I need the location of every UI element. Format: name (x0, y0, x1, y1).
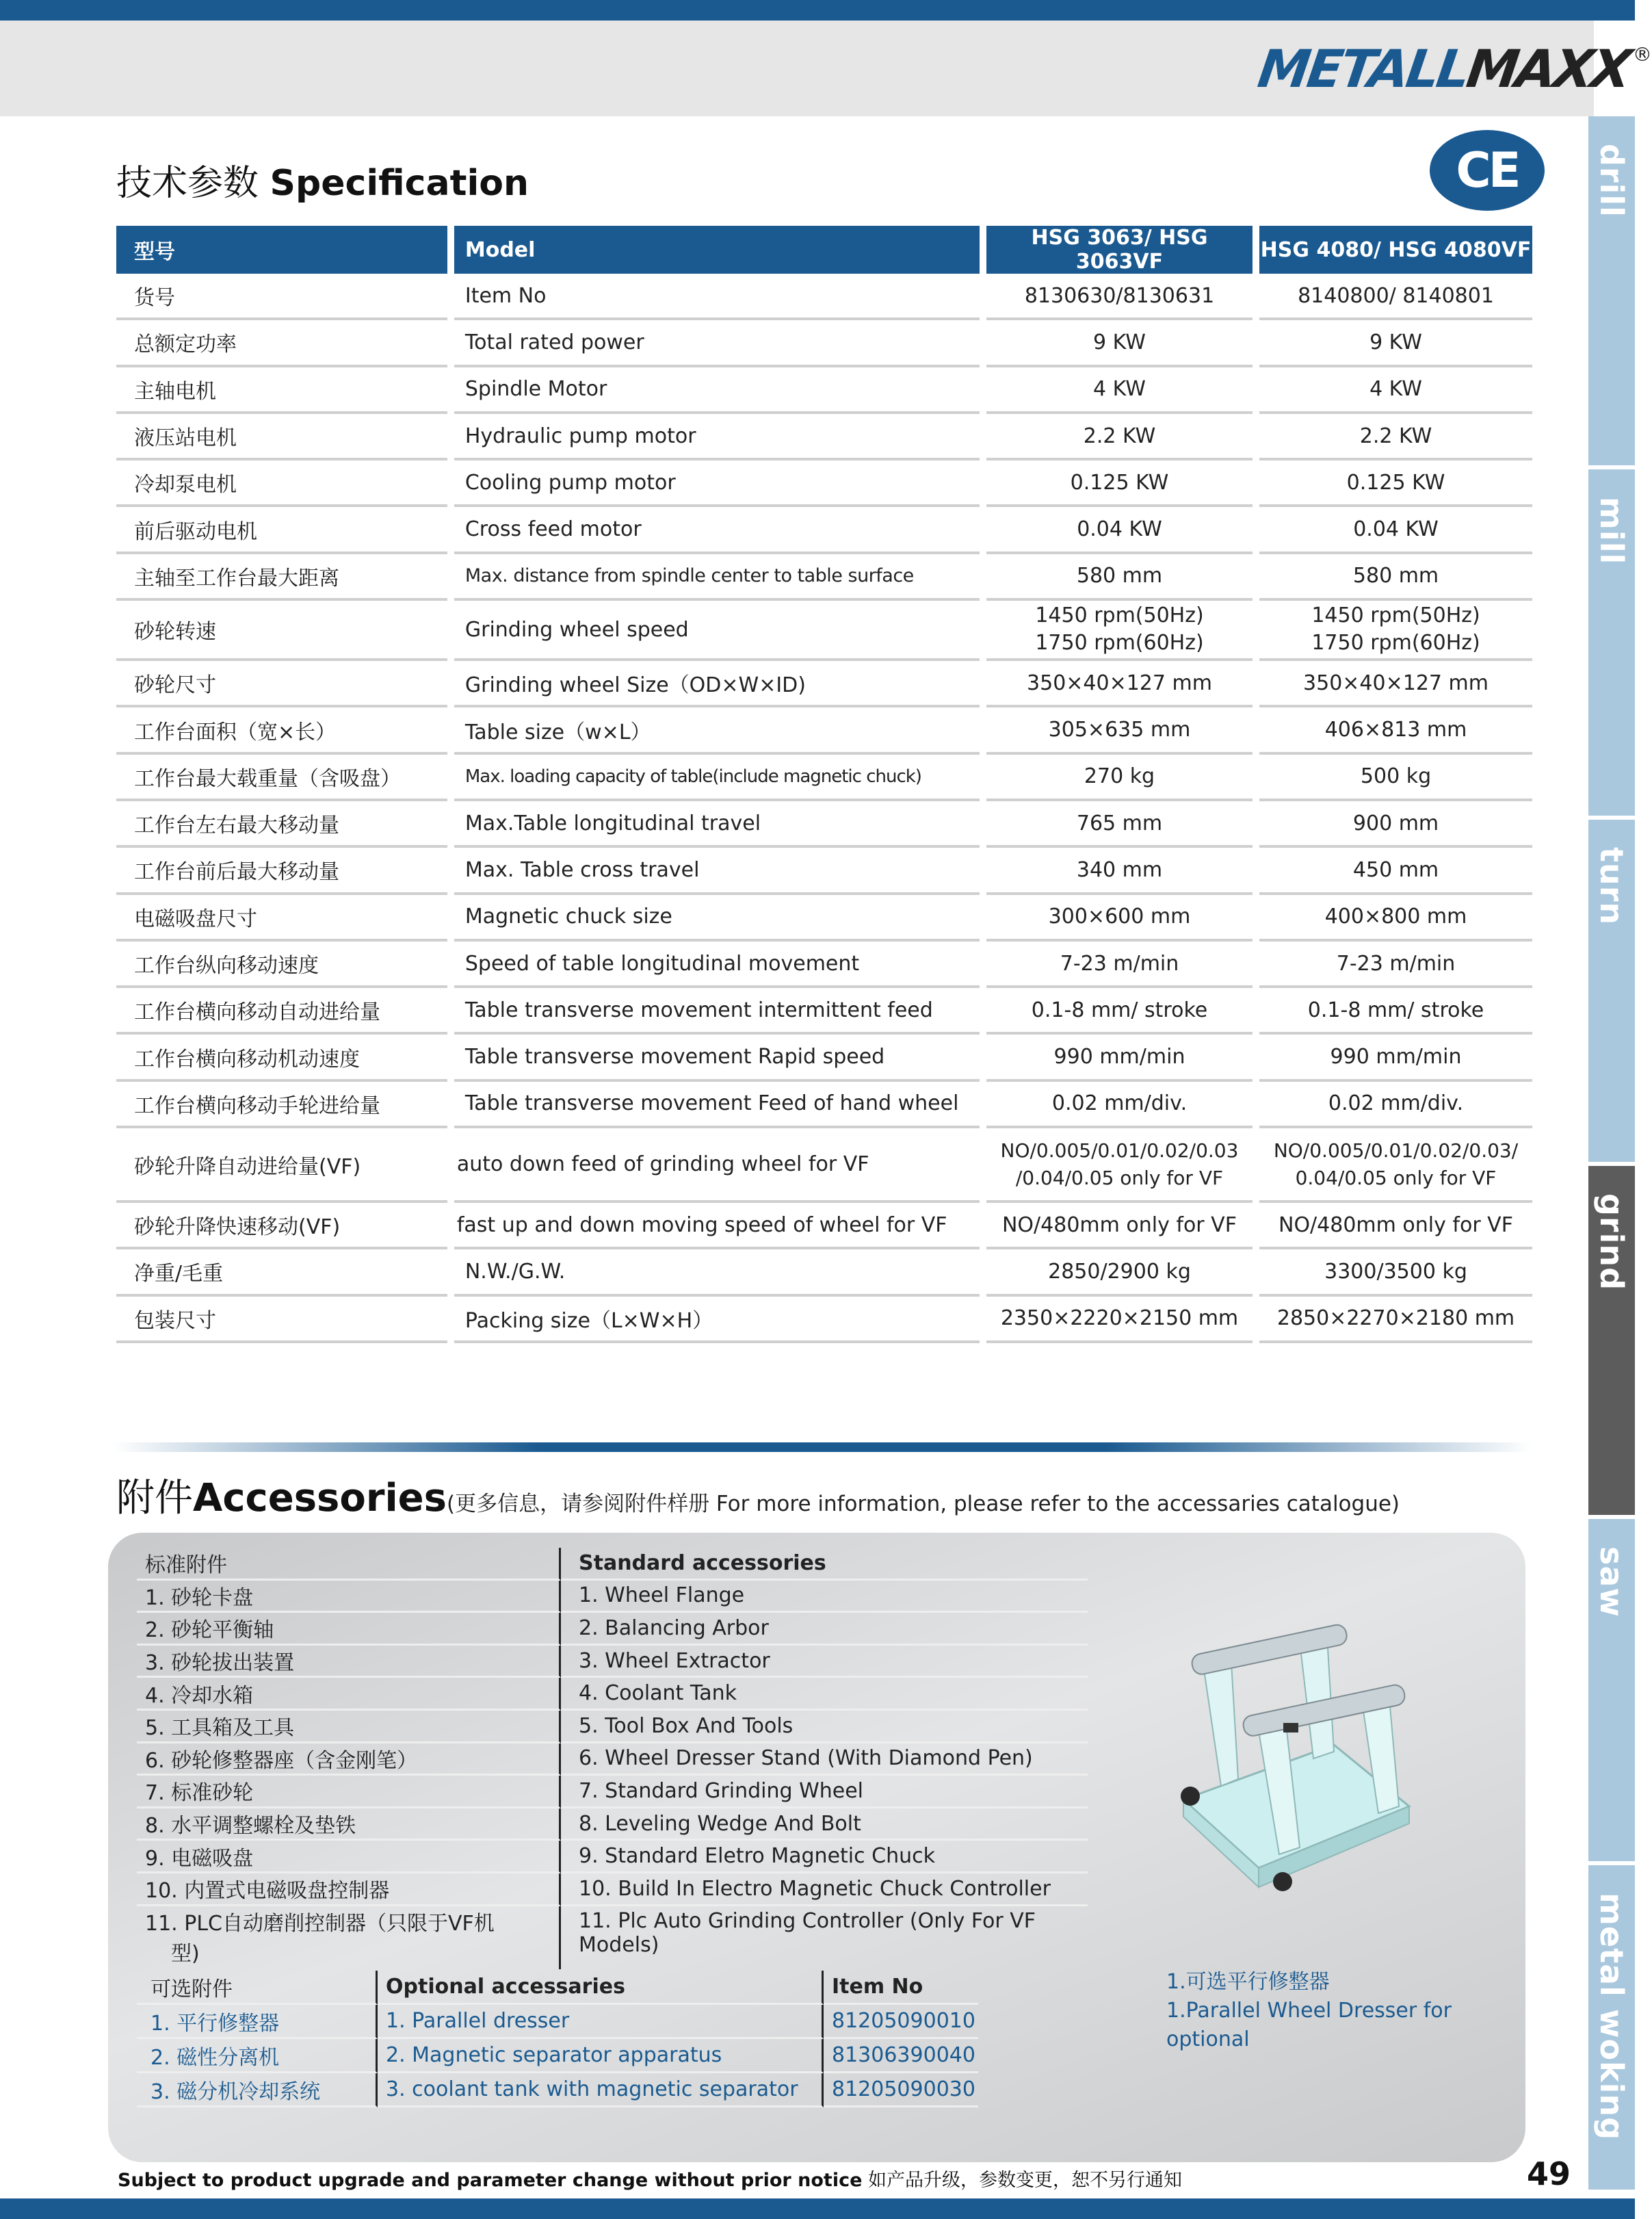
row-value-2: 0.02 mm/div. (1259, 1082, 1532, 1128)
row-label-cn: 砂轮升降快速移动(VF) (116, 1203, 447, 1249)
opt-head-itemno: Item No (824, 1971, 978, 2005)
row-value-2: 990 mm/min (1259, 1035, 1532, 1081)
table-row (116, 1128, 1532, 1203)
side-category-tabs (1588, 116, 1635, 2190)
std-head-cn: 标准附件 (137, 1548, 561, 1581)
table-row (116, 554, 1532, 601)
row-label-cn: 净重/毛重 (116, 1249, 447, 1296)
std-item-en: 2. Balancing Arbor (561, 1613, 1088, 1646)
table-row (116, 708, 1532, 754)
opt-item-no: 81306390040 (824, 2039, 978, 2073)
row-value-1: 990 mm/min (986, 1035, 1253, 1081)
registered-mark: ® (1632, 43, 1652, 66)
ce-mark-icon: CE (1430, 130, 1545, 211)
row-label-cn: 货号 (116, 274, 447, 320)
std-item-cn: 11. PLC自动磨削控制器（只限于VF机 型) (137, 1906, 561, 1969)
row-label-en: Max. Table cross travel (454, 848, 980, 894)
caption-line-2: 1.Parallel Wheel Dresser for (1166, 1999, 1452, 2023)
page-number: 49 (1527, 2155, 1571, 2192)
table-row (137, 2073, 978, 2107)
list-item (137, 1906, 1088, 1969)
row-label-cn: 工作台左右最大移动量 (116, 801, 447, 848)
row-label-en: Max. loading capacity of table(include magnetic chuck) (454, 755, 980, 801)
row-label-en: auto down feed of grinding wheel for VF (454, 1128, 980, 1203)
row-value-1: NO/0.005/0.01/0.02/0.03 /0.04/0.05 only for VF (986, 1128, 1253, 1203)
row-value-2: 2.2 KW (1259, 414, 1532, 460)
opt-head-en: Optional accessaries (378, 1971, 824, 2005)
table-row (116, 848, 1532, 894)
dresser-caption (1166, 1968, 1452, 2054)
table-row (116, 1203, 1532, 1249)
row-value-1: 2350×2220×2150 mm (986, 1297, 1253, 1343)
list-item (137, 1808, 1088, 1841)
row-label-en: Table transverse movement intermittent feed (454, 988, 980, 1035)
table-row (116, 1035, 1532, 1081)
row-value-1: 7-23 m/min (986, 942, 1253, 988)
std-item-cn: 5. 工具箱及工具 (137, 1711, 561, 1743)
opt-item-cn: 3. 磁分机冷却系统 (137, 2073, 378, 2107)
std-item-en: 6. Wheel Dresser Stand (With Diamond Pen) (561, 1743, 1088, 1776)
row-label-en: Spindle Motor (454, 367, 980, 414)
caption-line-3: optional (1166, 2027, 1250, 2051)
row-value-1: 4 KW (986, 367, 1253, 414)
brand-logo-part2: MAXX (1463, 38, 1634, 99)
standard-accessories-table (137, 1548, 1088, 1969)
opt-head-cn: 可选附件 (137, 1971, 378, 2005)
list-item (137, 1743, 1088, 1776)
row-value-1: 765 mm (986, 801, 1253, 848)
std-item-cn: 3. 砂轮拔出装置 (137, 1646, 561, 1678)
row-label-en: fast up and down moving speed of wheel for VF (454, 1203, 980, 1249)
row-label-en: Grinding wheel speed (454, 601, 980, 661)
row-value-1: 2.2 KW (986, 414, 1253, 460)
table-row (116, 1082, 1532, 1128)
row-label-en: N.W./G.W. (454, 1249, 980, 1296)
row-label-en: Grinding wheel Size（OD×W×ID) (454, 661, 980, 708)
row-value-2: 450 mm (1259, 848, 1532, 894)
table-row (116, 1249, 1532, 1296)
tab-drill[interactable]: drill (1588, 116, 1635, 465)
table-row (116, 661, 1532, 708)
table-row (116, 367, 1532, 414)
list-item (137, 1613, 1088, 1646)
row-label-en: Max. distance from spindle center to table surface (454, 554, 980, 601)
std-item-cn: 8. 水平调整螺栓及垫铁 (137, 1808, 561, 1841)
brand-logo-part1: METALL (1254, 38, 1472, 99)
table-row (116, 801, 1532, 848)
optional-accessories-header (137, 1971, 978, 2005)
tab-metal-woking[interactable]: metal woking (1588, 1865, 1635, 2190)
row-value-1: 340 mm (986, 848, 1253, 894)
row-label-en: Table size（w×L） (454, 708, 980, 754)
list-item (137, 1711, 1088, 1743)
row-label-cn: 砂轮尺寸 (116, 661, 447, 708)
std-item-en: 9. Standard Eletro Magnetic Chuck (561, 1841, 1088, 1873)
table-row (116, 414, 1532, 460)
row-label-cn: 砂轮升降自动进给量(VF) (116, 1128, 447, 1203)
row-label-cn: 砂轮转速 (116, 601, 447, 661)
table-row (116, 895, 1532, 942)
row-label-cn: 工作台横向移动机动速度 (116, 1035, 447, 1081)
row-value-2: 580 mm (1259, 554, 1532, 601)
spec-title: 技术参数 Specification (116, 163, 529, 204)
table-row (137, 2005, 978, 2039)
opt-item-en: 2. Magnetic separator apparatus (378, 2039, 824, 2073)
row-label-cn: 工作台横向移动自动进给量 (116, 988, 447, 1035)
row-label-en: Cross feed motor (454, 507, 980, 554)
table-row (116, 460, 1532, 507)
header-en: Model (454, 226, 980, 274)
table-row (116, 988, 1532, 1035)
opt-item-cn: 1. 平行修整器 (137, 2005, 378, 2039)
std-item-en: 8. Leveling Wedge And Bolt (561, 1808, 1088, 1841)
row-value-1: 305×635 mm (986, 708, 1253, 754)
accessories-title: 附件Accessories(更多信息，请参阅附件样册 For more information, please refer to the accessaries catalogue) (116, 1476, 1400, 1520)
std-item-en: 10. Build In Electro Magnetic Chuck Controller (561, 1873, 1088, 1906)
opt-item-en: 3. coolant tank with magnetic separator (378, 2073, 824, 2107)
list-item (137, 1581, 1088, 1613)
header-cn: 型号 (116, 226, 447, 274)
header-model-1: HSG 3063/ HSG 3063VF (986, 226, 1253, 274)
section-divider (113, 1442, 1532, 1452)
row-label-cn: 工作台纵向移动速度 (116, 942, 447, 988)
list-item (137, 1678, 1088, 1711)
row-label-en: Table transverse movement Rapid speed (454, 1035, 980, 1081)
table-row (137, 2039, 978, 2073)
std-item-en: 5. Tool Box And Tools (561, 1711, 1088, 1743)
table-row (116, 601, 1532, 661)
row-value-1: 350×40×127 mm (986, 661, 1253, 708)
std-item-cn: 6. 砂轮修整器座（含金刚笔） (137, 1743, 561, 1776)
tab-saw[interactable]: saw (1588, 1519, 1635, 1861)
bottom-color-bar (0, 2198, 1635, 2219)
opt-item-cn: 2. 磁性分离机 (137, 2039, 378, 2073)
standard-accessories-header (137, 1548, 1088, 1581)
std-item-cn: 9. 电磁吸盘 (137, 1841, 561, 1873)
row-value-1: 9 KW (986, 320, 1253, 367)
spec-table-header (116, 226, 1532, 274)
row-value-2: 7-23 m/min (1259, 942, 1532, 988)
row-value-1: 1450 rpm(50Hz) 1750 rpm(60Hz) (986, 601, 1253, 661)
row-label-cn: 总额定功率 (116, 320, 447, 367)
tab-turn[interactable]: turn (1588, 820, 1635, 1162)
brand-logo (1254, 38, 1652, 99)
std-item-cn: 7. 标准砂轮 (137, 1776, 561, 1808)
footer-note: Subject to product upgrade and parameter change without prior notice 如产品升级，参数变更，恕不另行通知 (118, 2170, 1182, 2191)
row-value-2: 0.1-8 mm/ stroke (1259, 988, 1532, 1035)
row-label-en: Magnetic chuck size (454, 895, 980, 942)
header-model-2: HSG 4080/ HSG 4080VF (1259, 226, 1532, 274)
std-item-en: 3. Wheel Extractor (561, 1646, 1088, 1678)
row-label-cn: 主轴至工作台最大距离 (116, 554, 447, 601)
std-item-en: 4. Coolant Tank (561, 1678, 1088, 1711)
row-label-en: Table transverse movement Feed of hand wheel (454, 1082, 980, 1128)
std-item-cn: 10. 内置式电磁吸盘控制器 (137, 1873, 561, 1906)
row-label-cn: 主轴电机 (116, 367, 447, 414)
table-row (116, 320, 1532, 367)
tab-grind[interactable]: grind (1588, 1166, 1635, 1515)
caption-line-1: 1.可选平行修整器 (1166, 1970, 1330, 1994)
row-value-2: 2850×2270×2180 mm (1259, 1297, 1532, 1343)
opt-item-no: 81205090010 (824, 2005, 978, 2039)
row-label-en: Hydraulic pump motor (454, 414, 980, 460)
row-value-2: 8140800/ 8140801 (1259, 274, 1532, 320)
row-value-2: 500 kg (1259, 755, 1532, 801)
list-item (137, 1873, 1088, 1906)
accessories-note: (更多信息，请参阅附件样册 For more information, please refer to the accessaries catalogue) (446, 1492, 1400, 1516)
row-value-1: 0.02 mm/div. (986, 1082, 1253, 1128)
row-label-cn: 前后驱动电机 (116, 507, 447, 554)
table-row (116, 274, 1532, 320)
row-label-en: Item No (454, 274, 980, 320)
row-value-1: 8130630/8130631 (986, 274, 1253, 320)
row-value-2: 1450 rpm(50Hz) 1750 rpm(60Hz) (1259, 601, 1532, 661)
row-value-1: 580 mm (986, 554, 1253, 601)
std-item-cn: 4. 冷却水箱 (137, 1678, 561, 1711)
table-row (116, 507, 1532, 554)
opt-item-en: 1. Parallel dresser (378, 2005, 824, 2039)
row-value-1: 2850/2900 kg (986, 1249, 1253, 1296)
row-value-2: 350×40×127 mm (1259, 661, 1532, 708)
std-item-cn: 1. 砂轮卡盘 (137, 1581, 561, 1613)
row-label-cn: 液压站电机 (116, 414, 447, 460)
row-value-2: NO/0.005/0.01/0.02/0.03/ 0.04/0.05 only for VF (1259, 1128, 1532, 1203)
std-item-en: 11. Plc Auto Grinding Controller (Only For VF Models) (579, 1908, 1036, 1957)
row-label-en: Total rated power (454, 320, 980, 367)
std-item-en: 1. Wheel Flange (561, 1581, 1088, 1613)
row-label-cn: 工作台横向移动手轮进给量 (116, 1082, 447, 1128)
row-value-1: 0.125 KW (986, 460, 1253, 507)
row-value-2: 900 mm (1259, 801, 1532, 848)
std-head-en: Standard accessories (561, 1548, 1088, 1581)
row-value-1: 300×600 mm (986, 895, 1253, 942)
row-label-cn: 工作台前后最大移动量 (116, 848, 447, 894)
std-item-en: 7. Standard Grinding Wheel (561, 1776, 1088, 1808)
row-label-cn: 工作台面积（宽×长） (116, 708, 447, 754)
row-value-2: 3300/3500 kg (1259, 1249, 1532, 1296)
opt-item-no: 81205090030 (824, 2073, 978, 2107)
list-item (137, 1646, 1088, 1678)
row-value-2: 0.04 KW (1259, 507, 1532, 554)
table-row (116, 755, 1532, 801)
row-value-2: 406×813 mm (1259, 708, 1532, 754)
row-value-2: 0.125 KW (1259, 460, 1532, 507)
row-value-1: NO/480mm only for VF (986, 1203, 1253, 1249)
spec-table (116, 226, 1532, 1343)
optional-accessories-table (137, 1971, 978, 2107)
row-label-en: Packing size（L×W×H） (454, 1297, 980, 1343)
row-value-2: 4 KW (1259, 367, 1532, 414)
row-value-2: 9 KW (1259, 320, 1532, 367)
row-label-en: Cooling pump motor (454, 460, 980, 507)
list-item (137, 1776, 1088, 1808)
tab-mill[interactable]: mill (1588, 469, 1635, 816)
row-label-cn: 包装尺寸 (116, 1297, 447, 1343)
list-item (137, 1841, 1088, 1873)
table-row (116, 942, 1532, 988)
row-value-2: 400×800 mm (1259, 895, 1532, 942)
row-label-en: Speed of table longitudinal movement (454, 942, 980, 988)
row-label-cn: 工作台最大载重量（含吸盘） (116, 755, 447, 801)
row-value-1: 0.04 KW (986, 507, 1253, 554)
std-item-cn: 2. 砂轮平衡轴 (137, 1613, 561, 1646)
row-value-1: 0.1-8 mm/ stroke (986, 988, 1253, 1035)
row-label-cn: 冷却泵电机 (116, 460, 447, 507)
table-row (116, 1297, 1532, 1343)
row-value-1: 270 kg (986, 755, 1253, 801)
row-label-en: Max.Table longitudinal travel (454, 801, 980, 848)
parallel-dresser-image (1163, 1628, 1423, 1916)
top-color-bar (0, 0, 1635, 21)
row-label-cn: 电磁吸盘尺寸 (116, 895, 447, 942)
row-value-2: NO/480mm only for VF (1259, 1203, 1532, 1249)
